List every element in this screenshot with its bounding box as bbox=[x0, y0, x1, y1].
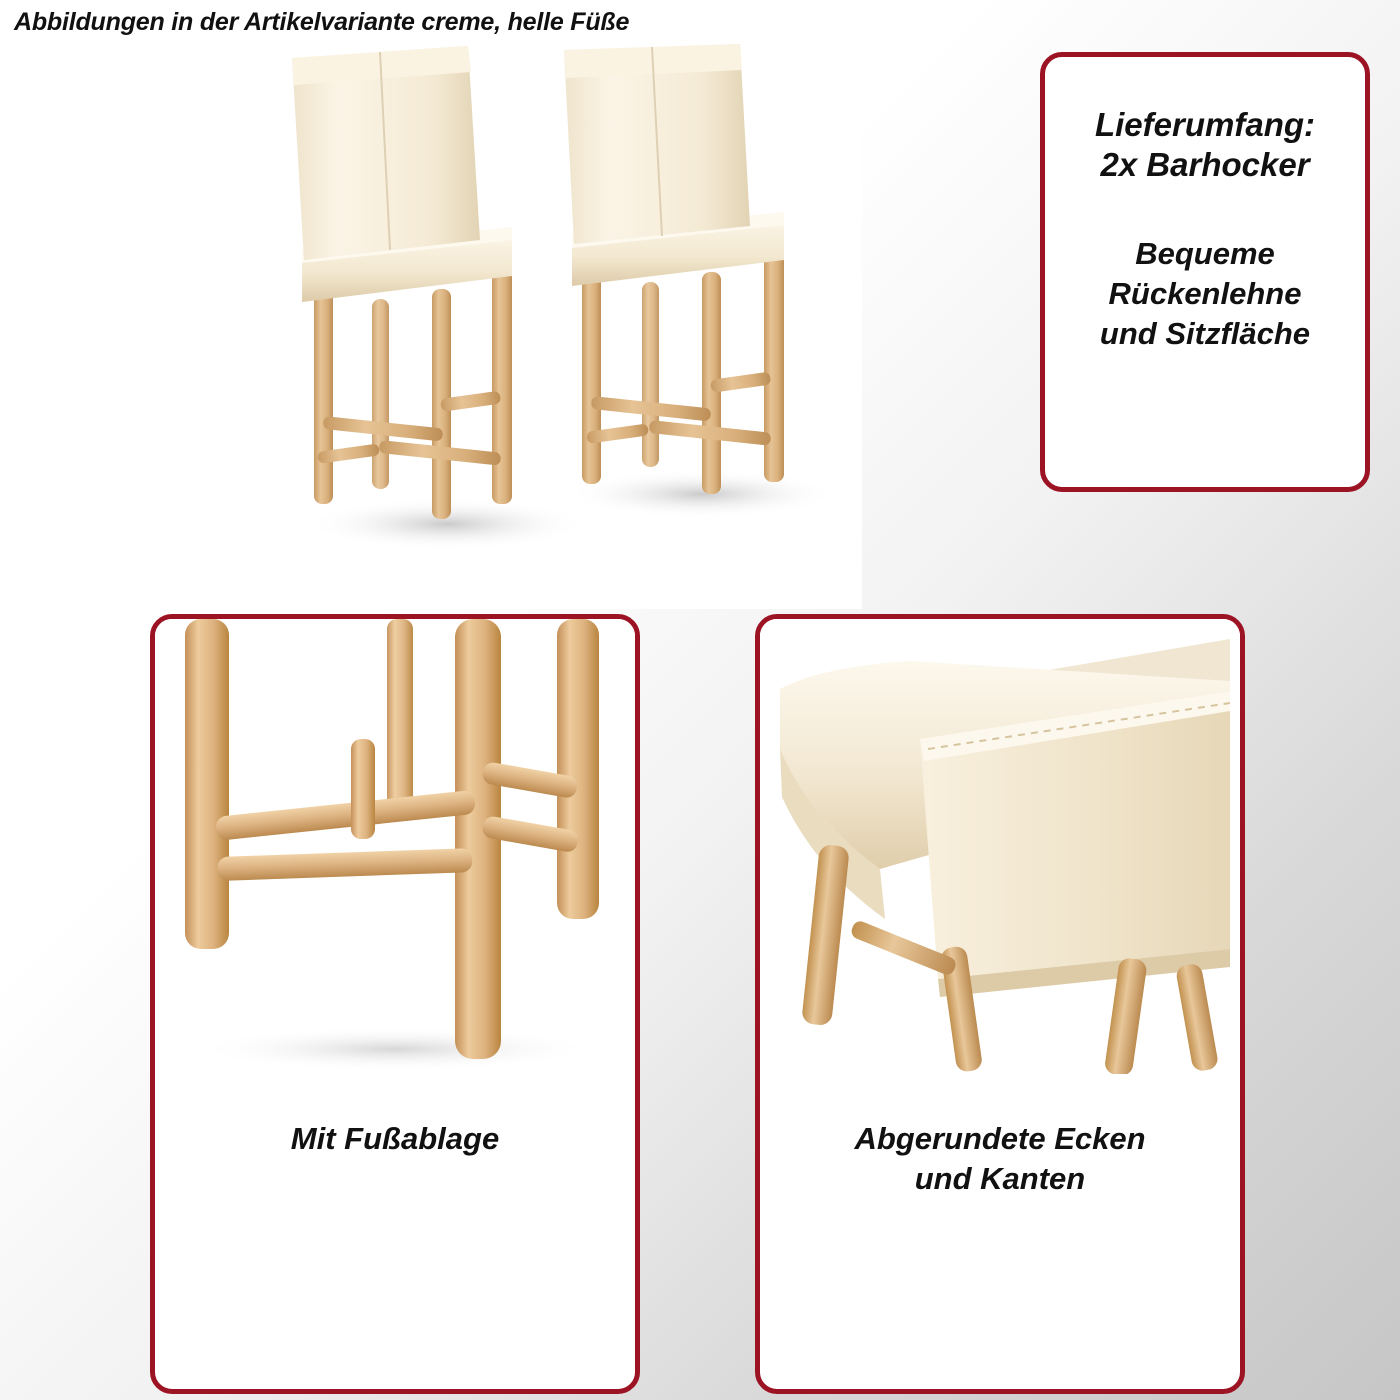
page-title: Abbildungen in der Artikelvariante creme, helle Füße bbox=[14, 8, 630, 36]
footrest-illustration bbox=[155, 619, 635, 1074]
rounded-edges-caption-line1: Abgerundete Ecken bbox=[854, 1121, 1146, 1156]
footrest-caption: Mit Fußablage bbox=[290, 1121, 500, 1156]
rounded-edges-illustration bbox=[760, 619, 1240, 1074]
rounded-edges-caption bbox=[760, 1119, 1240, 1200]
footrest-photo bbox=[155, 619, 635, 1074]
hero-illustration bbox=[272, 44, 862, 609]
rounded-edges-photo bbox=[760, 619, 1240, 1074]
delivery-subtitle-line3: und Sitzfläche bbox=[1099, 316, 1311, 352]
rounded-edges-caption-line2: und Kanten bbox=[914, 1161, 1086, 1197]
delivery-title-line2: 2x Barhocker bbox=[1100, 146, 1310, 184]
delivery-subtitle-line1: Bequeme bbox=[1135, 235, 1275, 271]
footrest-card bbox=[150, 614, 640, 1394]
rounded-edges-card bbox=[755, 614, 1245, 1394]
delivery-title-line1: Lieferumfang: bbox=[1094, 106, 1315, 143]
delivery-subtitle-line2: Rückenlehne bbox=[1108, 275, 1302, 311]
scope-of-delivery-box bbox=[1040, 52, 1370, 492]
hero-product-photo bbox=[272, 44, 862, 609]
